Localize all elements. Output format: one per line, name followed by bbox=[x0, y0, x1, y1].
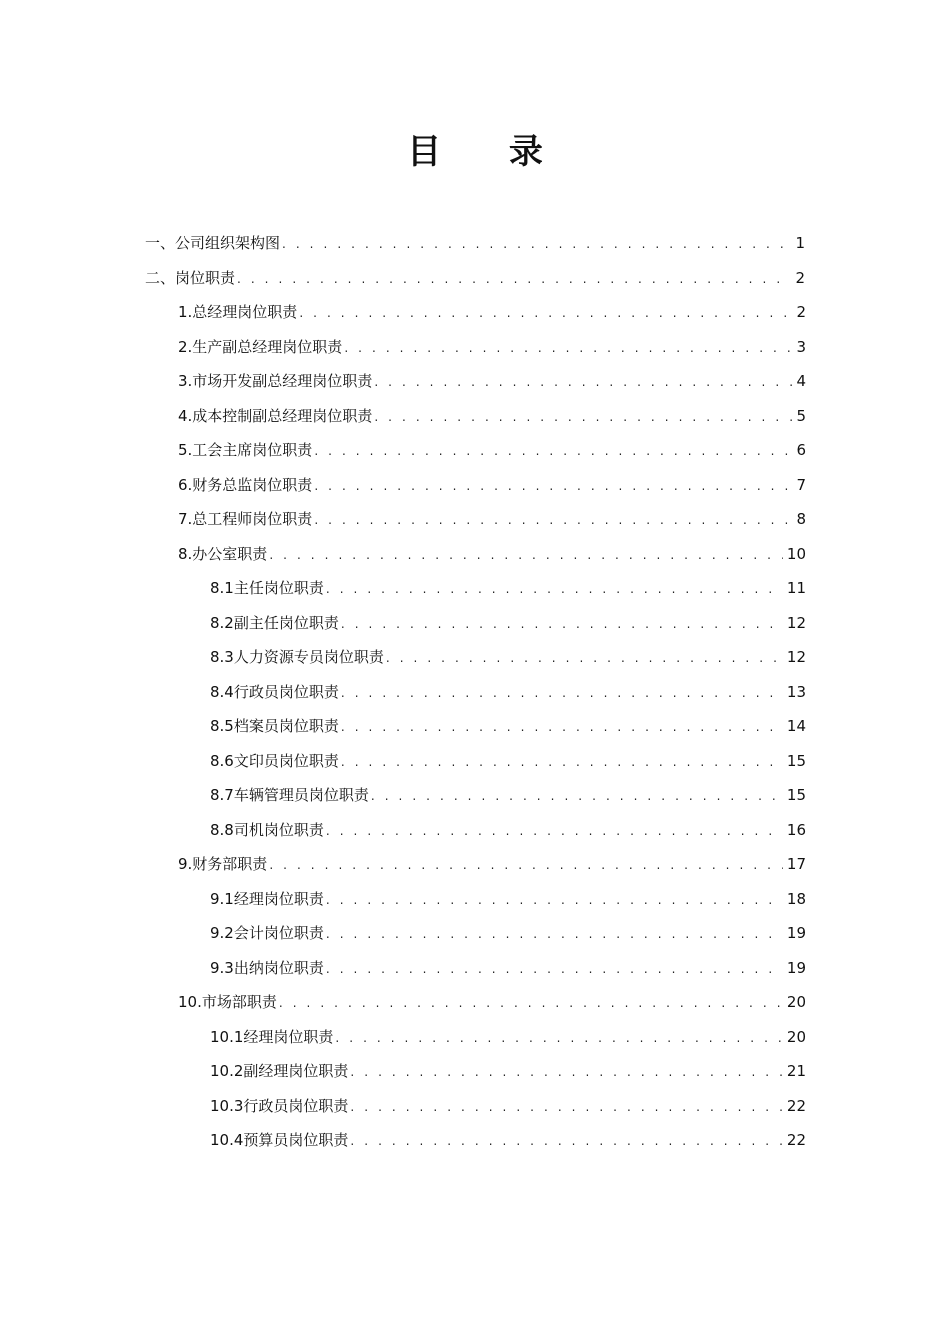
toc-entry-page-number: 15 bbox=[786, 786, 806, 804]
toc-entry-page-number: 5 bbox=[796, 406, 806, 425]
toc-dot-leader bbox=[279, 986, 783, 1021]
toc-entry-page-number: 12 bbox=[786, 648, 806, 666]
toc-entry-page-number: 1 bbox=[795, 234, 805, 252]
toc-dot-leader bbox=[341, 607, 783, 642]
toc-dot-leader bbox=[371, 779, 783, 814]
toc-dot-leader bbox=[299, 296, 792, 331]
toc-dot-leader bbox=[314, 434, 792, 469]
toc-entry-page-number: 10 bbox=[786, 544, 806, 563]
toc-entry-label: 8.8司机岗位职责 bbox=[210, 820, 324, 839]
toc-dot-leader bbox=[350, 1055, 783, 1090]
toc-entry[interactable] bbox=[178, 847, 806, 882]
toc-entry[interactable] bbox=[178, 399, 806, 434]
toc-entry-page-number: 20 bbox=[786, 993, 806, 1011]
toc-entry-page-number: 20 bbox=[786, 1027, 806, 1046]
page-title: 目 录 bbox=[407, 132, 571, 172]
toc-entry[interactable] bbox=[145, 226, 805, 261]
toc-entry-label: 3.市场开发副总经理岗位职责 bbox=[178, 372, 373, 390]
toc-entry-label: 9.1经理岗位职责 bbox=[210, 889, 324, 908]
toc-entry[interactable] bbox=[178, 468, 806, 503]
toc-entry-label: 6.财务总监岗位职责 bbox=[178, 475, 313, 494]
toc-entry-label: 8.5档案员岗位职责 bbox=[210, 717, 339, 735]
toc-dot-leader bbox=[326, 952, 783, 987]
toc-entry-page-number: 22 bbox=[786, 1096, 806, 1115]
toc-entry-label: 10.4预算员岗位职责 bbox=[210, 1131, 349, 1149]
toc-entry-label: 4.成本控制副总经理岗位职责 bbox=[178, 406, 373, 425]
toc-dot-leader bbox=[341, 710, 783, 745]
toc-entry[interactable] bbox=[210, 709, 806, 744]
toc-entry-page-number: 4 bbox=[796, 372, 806, 390]
toc-entry-page-number: 2 bbox=[796, 303, 806, 321]
toc-dot-leader bbox=[350, 1124, 783, 1159]
toc-entry[interactable] bbox=[210, 606, 806, 641]
toc-entry-page-number: 22 bbox=[786, 1131, 806, 1149]
toc-entry[interactable] bbox=[178, 330, 806, 365]
toc-dot-leader bbox=[269, 538, 783, 573]
toc-dot-leader bbox=[326, 917, 783, 952]
toc-entry-label: 8.4行政员岗位职责 bbox=[210, 682, 339, 701]
toc-entry-label: 1.总经理岗位职责 bbox=[178, 303, 298, 321]
toc-entry-label: 9.2会计岗位职责 bbox=[210, 924, 324, 942]
toc-entry[interactable] bbox=[210, 778, 806, 813]
toc-entry[interactable] bbox=[178, 502, 806, 537]
toc-entry-page-number: 19 bbox=[786, 958, 806, 977]
toc-entry-page-number: 13 bbox=[786, 682, 806, 701]
toc-entry-page-number: 8 bbox=[796, 510, 806, 528]
toc-dot-leader bbox=[386, 641, 783, 676]
toc-entry[interactable] bbox=[210, 882, 806, 917]
toc-entry[interactable] bbox=[210, 1123, 806, 1158]
toc-entry[interactable] bbox=[145, 261, 805, 296]
toc-entry-label: 8.7车辆管理员岗位职责 bbox=[210, 786, 369, 804]
toc-entry-page-number: 7 bbox=[796, 475, 806, 494]
toc-entry-page-number: 21 bbox=[786, 1062, 806, 1080]
toc-dot-leader bbox=[374, 400, 792, 435]
toc-entry[interactable] bbox=[210, 640, 806, 675]
toc-entry[interactable] bbox=[210, 1054, 806, 1089]
toc-entry[interactable] bbox=[210, 916, 806, 951]
toc-entry-page-number: 6 bbox=[796, 441, 806, 459]
toc-entry-label: 10.2副经理岗位职责 bbox=[210, 1062, 349, 1080]
toc-dot-leader bbox=[335, 1021, 783, 1056]
toc-entry-label: 2.生产副总经理岗位职责 bbox=[178, 337, 343, 356]
toc-entry[interactable] bbox=[210, 744, 806, 779]
toc-dot-leader bbox=[314, 469, 792, 504]
toc-entry-label: 9.财务部职责 bbox=[178, 855, 268, 873]
toc-entry[interactable] bbox=[210, 951, 806, 986]
toc-dot-leader bbox=[374, 365, 792, 400]
toc-dot-leader bbox=[341, 745, 783, 780]
toc-entry-label: 8.2副主任岗位职责 bbox=[210, 613, 339, 632]
toc-entry-page-number: 14 bbox=[786, 717, 806, 735]
toc-entry-label: 一、公司组织架构图 bbox=[145, 234, 281, 252]
toc-entry-page-number: 2 bbox=[795, 268, 805, 287]
toc-dot-leader bbox=[326, 883, 783, 918]
toc-entry-page-number: 15 bbox=[786, 751, 806, 770]
toc-entry-label: 10.市场部职责 bbox=[178, 993, 277, 1011]
toc-entry[interactable] bbox=[178, 295, 806, 330]
toc-dot-leader bbox=[269, 848, 783, 883]
toc-entry-page-number: 12 bbox=[786, 613, 806, 632]
toc-entry[interactable] bbox=[178, 433, 806, 468]
toc-entry-label: 9.3出纳岗位职责 bbox=[210, 958, 324, 977]
toc-entry-page-number: 17 bbox=[786, 855, 806, 873]
toc-entry-label: 10.1经理岗位职责 bbox=[210, 1027, 334, 1046]
toc-entry-label: 二、岗位职责 bbox=[145, 268, 236, 287]
toc-entry[interactable] bbox=[210, 1020, 806, 1055]
toc-dot-leader bbox=[341, 676, 783, 711]
toc-entry-label: 8.1主任岗位职责 bbox=[210, 579, 324, 597]
toc-entry-page-number: 16 bbox=[786, 820, 806, 839]
toc-entry[interactable] bbox=[210, 1089, 806, 1124]
toc-entry-page-number: 3 bbox=[796, 337, 806, 356]
toc-entry-label: 8.6文印员岗位职责 bbox=[210, 751, 339, 770]
toc-entry[interactable] bbox=[178, 985, 806, 1020]
toc-dot-leader bbox=[326, 572, 783, 607]
toc-entry[interactable] bbox=[178, 537, 806, 572]
toc-entry-label: 8.3人力资源专员岗位职责 bbox=[210, 648, 384, 666]
toc-entry-label: 10.3行政员岗位职责 bbox=[210, 1096, 349, 1115]
toc-entry-page-number: 11 bbox=[786, 579, 806, 597]
toc-entry-label: 5.工会主席岗位职责 bbox=[178, 441, 313, 459]
toc-entry[interactable] bbox=[210, 675, 806, 710]
toc-entry-page-number: 18 bbox=[786, 889, 806, 908]
toc-entry[interactable] bbox=[210, 571, 806, 606]
toc-dot-leader bbox=[326, 814, 783, 849]
toc-dot-leader bbox=[350, 1090, 783, 1125]
toc-dot-leader bbox=[282, 227, 791, 262]
toc-entry[interactable] bbox=[210, 813, 806, 848]
toc-dot-leader bbox=[237, 262, 791, 297]
toc-entry-label: 7.总工程师岗位职责 bbox=[178, 510, 313, 528]
toc-entry-page-number: 19 bbox=[786, 924, 806, 942]
toc-entry-label: 8.办公室职责 bbox=[178, 544, 268, 563]
toc-dot-leader bbox=[344, 331, 792, 366]
table-of-contents bbox=[0, 226, 950, 1158]
toc-entry[interactable] bbox=[178, 364, 806, 399]
toc-dot-leader bbox=[314, 503, 792, 538]
